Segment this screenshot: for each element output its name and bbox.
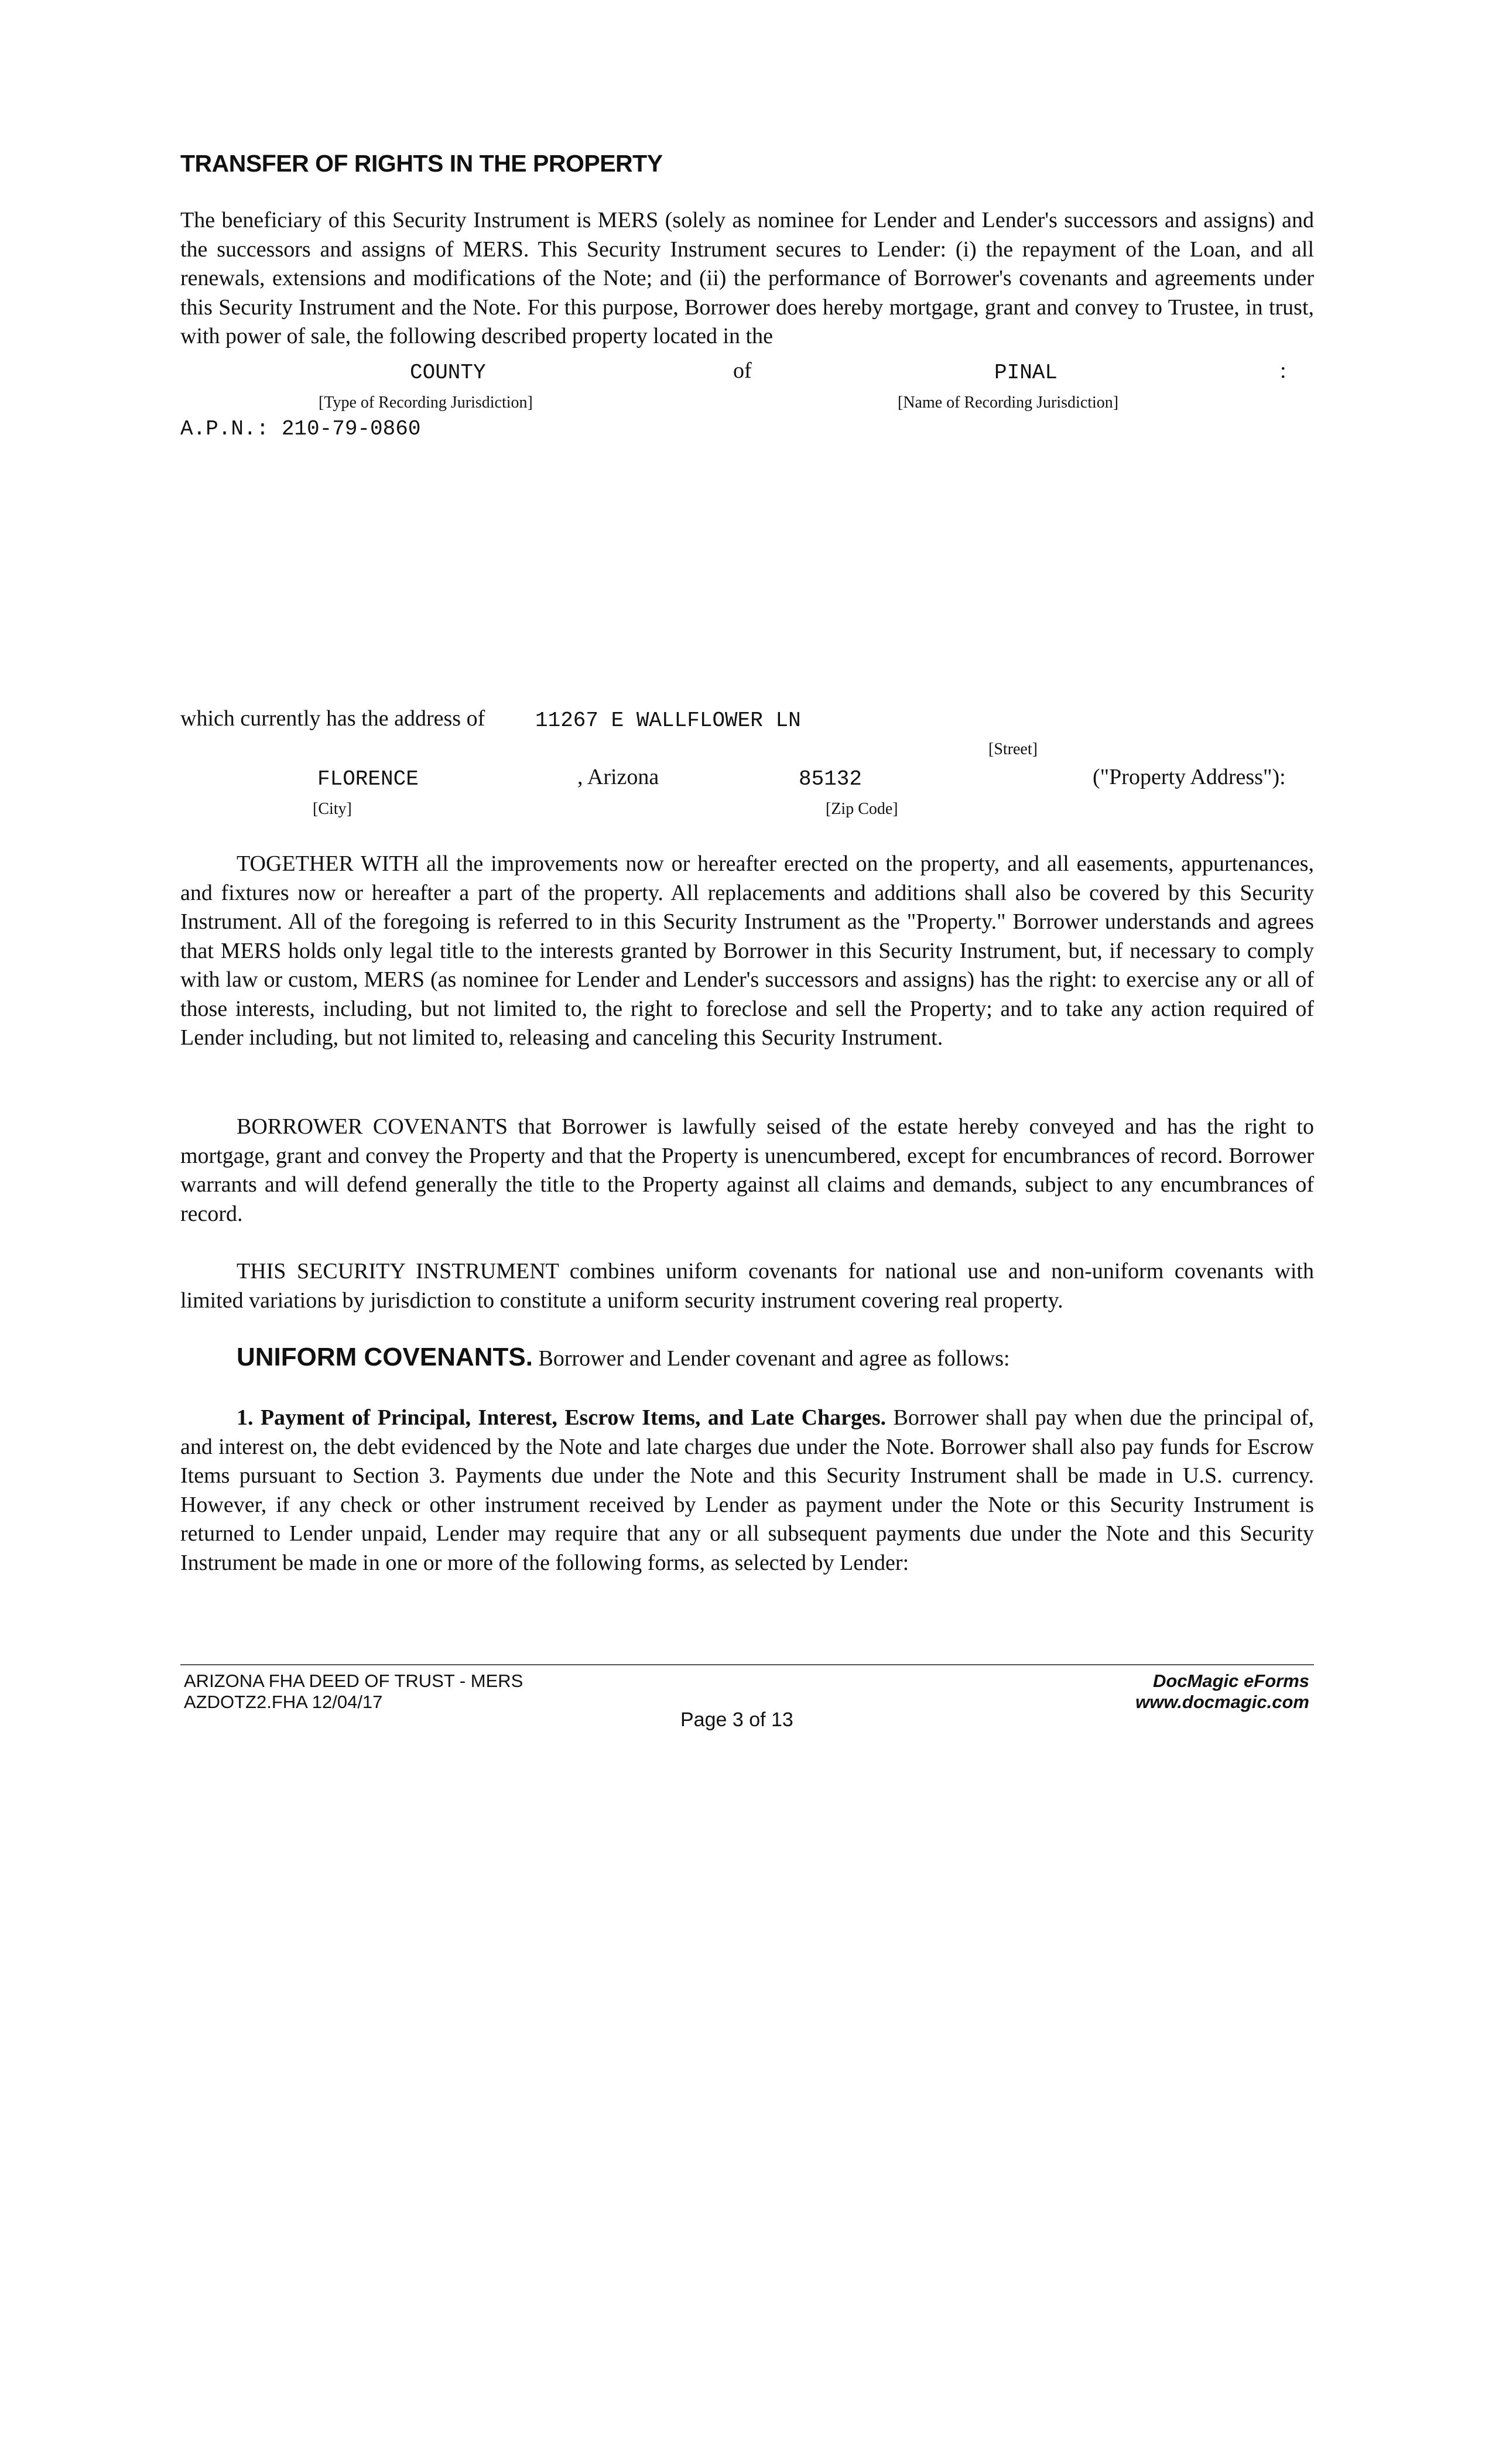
address-lead-text: which currently has the address of — [180, 706, 485, 731]
uniform-covenants-line — [180, 1343, 1314, 1374]
jurisdiction-colon: : — [1280, 358, 1286, 383]
uniform-covenants-text: Borrower and Lender covenant and agree as follows: — [533, 1346, 1010, 1371]
section-heading: TRANSFER OF RIGHTS IN THE PROPERTY — [180, 150, 663, 177]
jurisdiction-of-word: of — [733, 358, 752, 383]
security-instrument-paragraph: THIS SECURITY INSTRUMENT combines uniform covenants for national use and non-uniform covenants with limited variations by jurisdiction to constitute a uniform security instrument covering real property. — [180, 1259, 1314, 1313]
uniform-covenants-heading: UNIFORM COVENANTS. — [237, 1343, 533, 1371]
state-value: , Arizona — [577, 765, 659, 789]
docmagic-logo: DocMagic eForms — [1152, 1671, 1309, 1691]
city-caption: [City] — [313, 800, 352, 818]
jurisdiction-name-caption: [Name of Recording Jurisdiction] — [898, 393, 1119, 412]
jurisdiction-type-value: COUNTY — [410, 361, 486, 385]
footer-brand-block — [1124, 1671, 1309, 1713]
city-value: FLORENCE — [317, 767, 419, 791]
footer-form-info — [184, 1671, 523, 1713]
page-number: Page 3 of 13 — [680, 1709, 793, 1731]
footer-form-title: ARIZONA FHA DEED OF TRUST - MERS — [184, 1671, 523, 1691]
footer-divider — [180, 1664, 1314, 1665]
street-caption: [Street] — [988, 740, 1038, 758]
zip-caption: [Zip Code] — [826, 800, 898, 818]
jurisdiction-type-caption: [Type of Recording Jurisdiction] — [319, 393, 533, 412]
apn-number: A.P.N.: 210-79-0860 — [180, 417, 421, 441]
street-value: 11267 E WALLFLOWER LN — [535, 709, 801, 733]
jurisdiction-name-value: PINAL — [994, 361, 1058, 385]
together-paragraph: TOGETHER WITH all the improvements now or hereafter erected on the property, and all easements, appurtenances, and fixtures now or hereafter a part of the property. All replacements and additions shall also be covered by this Security Instrument. All of the foregoing is referred to in this Security Instrument as the "Property." Borrower understands and agrees that MERS holds only legal title to the interests granted by Borrower in this Security Instrument, but, if necessary to comply with law or custom, MERS (as nominee for Lender and Lender's successors and assigns) has the right: to exercise any or all of those interests, including, but not limited to, the right to foreclose and sell the Property; and to take any action required of Lender including, but not limited to, releasing and canceling this Security Instrument. — [180, 851, 1314, 1050]
docmagic-url: www.docmagic.com — [1135, 1692, 1309, 1712]
intro-paragraph: The beneficiary of this Security Instrument is MERS (solely as nominee for Lender and Lender's successors and assigns) and the successors and assigns of MERS. This Security Instrument secures to Lender: (i) the repayment of the Loan, and all renewals, extensions and modifications of the Note; and (ii) the performance of Borrower's covenants and agreements under this Security Instrument and the Note. For this purpose, Borrower does hereby mortgage, grant and convey to Trustee, in trust, with power of sale, the following described property located in the — [180, 208, 1314, 348]
borrower-covenants-paragraph: BORROWER COVENANTS that Borrower is lawfully seised of the estate hereby conveyed and has the right to mortgage, grant and convey the Property and that the Property is unencumbered, except for encumbrances of record. Borrower warrants and will defend generally the title to the Property against all claims and demands, subject to any encumbrances of record. — [180, 1114, 1314, 1226]
section-1-paragraph — [180, 1404, 1314, 1577]
section-1-text: Borrower shall pay when due the principal of, and interest on, the debt evidenced by the Note and late charges due under the Note. Borrower shall also pay funds for Escrow Items pursuant to Section 3. Payments due under the Note and this Security Instrument shall be made in U.S. currency. However, if any check or other instrument received by Lender as payment under the Note or this Security Instrument is returned to Lender unpaid, Lender may require that any or all subsequent payments due under the Note and this Security Instrument be made in one or more of the following forms, as selected by Lender: — [180, 1405, 1314, 1575]
section-1-heading: 1. Payment of Principal, Interest, Escrow Items, and Late Charges. — [237, 1405, 887, 1430]
zip-value: 85132 — [799, 767, 863, 791]
footer-form-code: AZDOTZ2.FHA 12/04/17 — [184, 1692, 383, 1712]
property-address-label: ("Property Address"): — [1093, 765, 1286, 789]
